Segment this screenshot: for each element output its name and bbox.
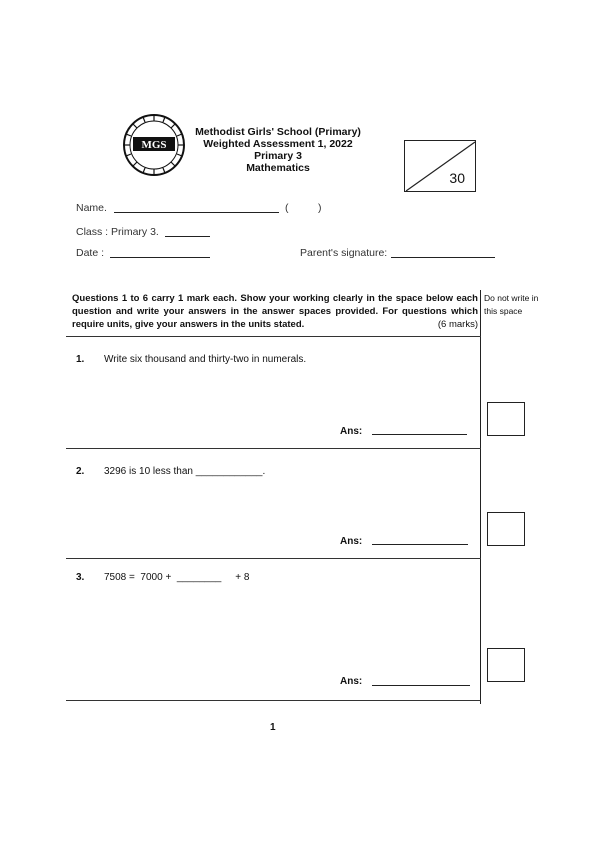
instructions: [72, 292, 478, 331]
assessment-title: Weighted Assessment 1, 2022: [203, 138, 353, 150]
score-diagonal: [405, 141, 477, 193]
school-header: [178, 126, 378, 174]
question-1-ans-label: Ans:: [340, 426, 363, 437]
score-total: 30: [449, 170, 465, 186]
date-line[interactable]: [110, 257, 210, 258]
question-3-mark-box: [487, 648, 525, 682]
index-paren-close: ): [318, 202, 322, 214]
question-2-divider: [66, 558, 481, 559]
question-1-mark-box: [487, 402, 525, 436]
question-1-divider: [66, 448, 481, 449]
instructions-marks: (6 marks): [437, 319, 478, 330]
school-name: Methodist Girls' School (Primary): [195, 126, 361, 138]
parent-signature-line[interactable]: [391, 257, 495, 258]
class-line[interactable]: [165, 236, 210, 237]
question-2-ans-label: Ans:: [340, 536, 363, 547]
question-2-text: 3296 is 10 less than ____________.: [104, 466, 266, 477]
question-3-text: 7508 = 7000 + ________ + 8: [104, 572, 250, 583]
date-label: Date :: [76, 247, 105, 259]
subject: Mathematics: [246, 162, 310, 174]
question-1-number: 1.: [76, 354, 85, 365]
score-box: [404, 140, 476, 192]
question-2-mark-box: [487, 512, 525, 546]
question-1-answer-line[interactable]: [372, 434, 467, 435]
parent-signature-label: Parent's signature:: [300, 247, 388, 259]
section-divider-top: [66, 336, 481, 337]
margin-note: Do not write in this space: [484, 293, 539, 316]
question-2-number: 2.: [76, 466, 85, 477]
index-paren-open: (: [285, 202, 289, 214]
question-2-answer-line[interactable]: [372, 544, 468, 545]
question-3-divider: [66, 700, 481, 701]
class-label: Class : Primary 3.: [76, 226, 159, 238]
name-line[interactable]: [114, 212, 279, 213]
question-3-answer-line[interactable]: [372, 685, 470, 686]
instructions-text: Questions 1 to 6 carry 1 mark each. Show your working clearly in the space below each question and write your answers in the answer spaces provided. For questions which require units, give your answers in the units stated.: [72, 293, 478, 330]
question-3-number: 3.: [76, 572, 85, 583]
level: Primary 3: [254, 150, 302, 162]
name-label: Name.: [76, 202, 107, 214]
logo-letters: MGS: [141, 139, 167, 151]
question-3-ans-label: Ans:: [340, 676, 363, 687]
page-number: 1: [270, 722, 276, 733]
margin-divider: [480, 290, 481, 704]
question-1-text: Write six thousand and thirty-two in numerals.: [104, 354, 307, 365]
